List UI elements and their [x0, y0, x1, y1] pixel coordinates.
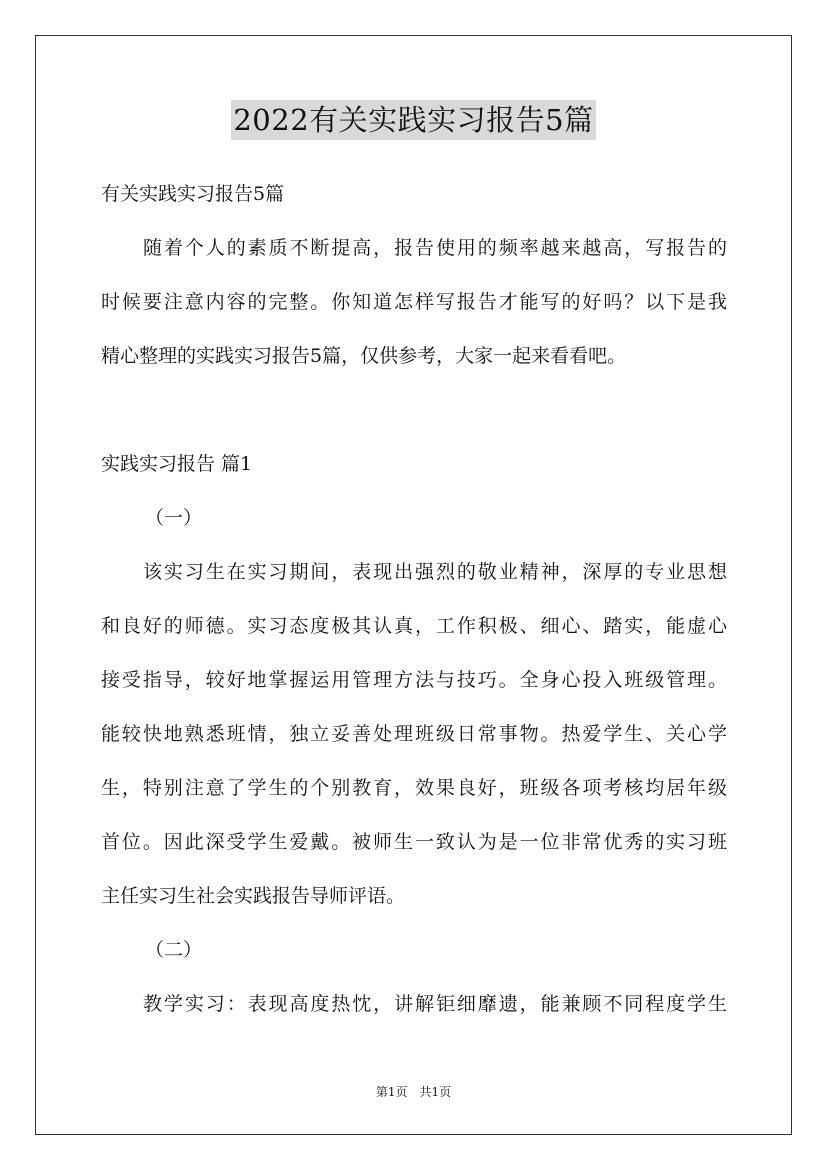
paragraph-line: 教学实习：表现高度热忱，讲解钜细靡遗，能兼顾不同程度学生: [143, 993, 727, 1015]
part-label: （一）: [145, 507, 203, 529]
page-number-total: 共1页: [419, 1085, 452, 1099]
page-footer: [0, 1083, 827, 1100]
document-title: 2022有关实践实习报告5篇: [231, 100, 595, 140]
document-subtitle: 有关实践实习报告5篇: [101, 183, 285, 205]
paragraph-line: 和良好的师德。实习态度极其认真，工作积极、细心、踏实，能虚心: [101, 615, 727, 637]
paragraph-line: 生，特别注意了学生的个别教育，效果良好，班级各项考核均居年级: [101, 777, 727, 799]
blank-line: [101, 388, 727, 442]
paragraph-line: 主任实习生社会实践报告导师评语。: [101, 885, 406, 907]
paragraph-line: 该实习生在实习期间，表现出强烈的敬业精神，深厚的专业思想: [143, 561, 727, 583]
paragraph-line: 首位。因此深受学生爱戴。被师生一致认为是一位非常优秀的实习班: [101, 831, 727, 853]
intro-line: 随着个人的素质不断提高，报告使用的频率越来越高，写报告的: [143, 237, 727, 259]
paragraph-line: 能较快地熟悉班情，独立妥善处理班级日常事物。热爱学生、关心学: [101, 723, 727, 745]
section-heading: 实践实习报告 篇1: [101, 453, 253, 475]
intro-line: 时候要注意内容的完整。你知道怎样写报告才能写的好吗？以下是我: [101, 291, 727, 313]
paragraph-line: 接受指导，较好地掌握运用管理方法与技巧。全身心投入班级管理。: [101, 669, 727, 691]
part-label: （二）: [145, 939, 203, 961]
document-body: [101, 172, 727, 1036]
intro-line: 精心整理的实践实习报告5篇，仅供参考，大家一起来看看吧。: [101, 345, 627, 367]
title-container: [0, 100, 827, 140]
page-number-current: 第1页: [375, 1085, 408, 1099]
